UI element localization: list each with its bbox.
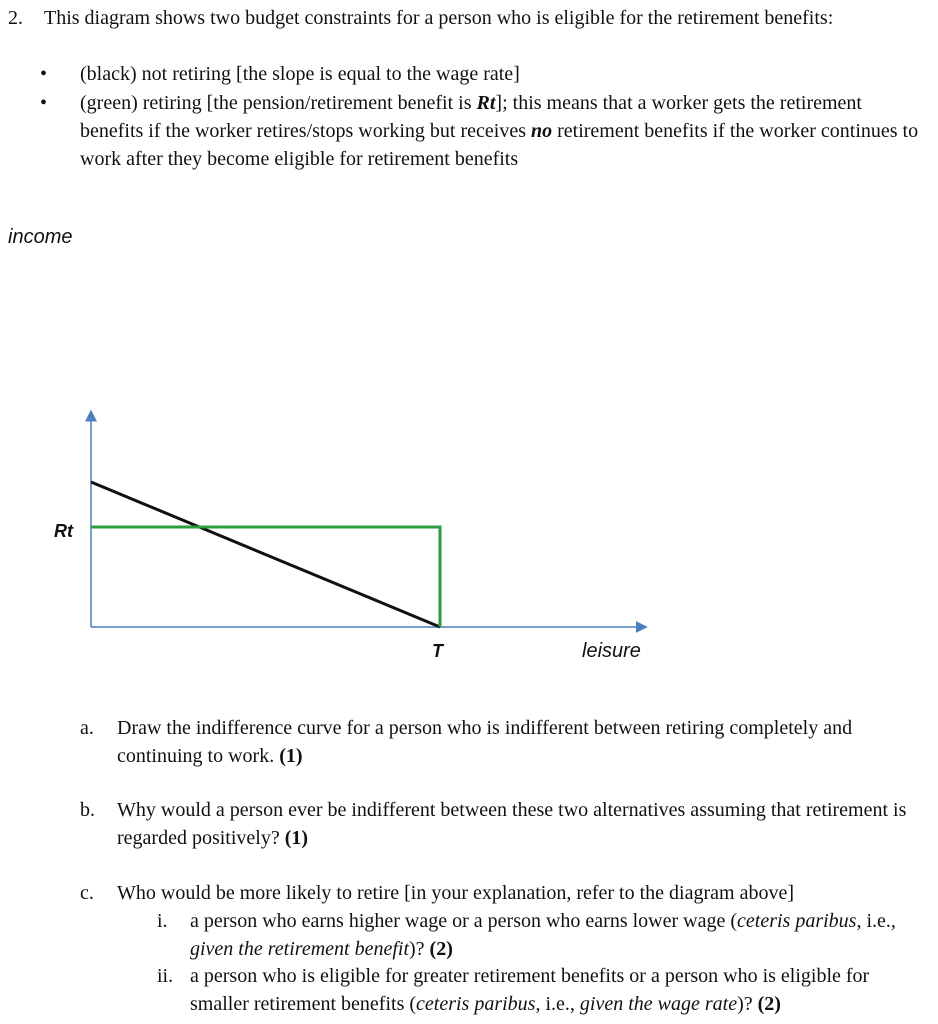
text-segment: a person who earns higher wage or a person who earns lower wage (: [190, 910, 738, 932]
y-axis-label: income: [8, 226, 73, 248]
y-tick-rt: Rt: [54, 521, 73, 541]
text-italic: given the retirement benefit: [190, 938, 409, 960]
question-number: 2.: [8, 7, 23, 29]
budget-constraint-chart: [0, 215, 938, 685]
budget-line-not-retiring: [91, 482, 440, 627]
bullet-marker: •: [40, 92, 48, 114]
part-b-question: Why would a person ever be indifferent between these two alternatives assuming that retirement is regarded positively?: [117, 799, 907, 849]
text-segment: )?: [409, 938, 425, 960]
part-a-letter: a.: [80, 717, 94, 739]
bullet-text-segment: retirement benefits if the worker continues to work after they become eligible for retirement benefits: [80, 120, 919, 170]
part-b-text: [117, 796, 917, 852]
x-axis-label: leisure: [582, 640, 641, 662]
question-intro: This diagram shows two budget constraints for a person who is eligible for the retirement benefits:: [44, 7, 834, 29]
part-a-question: Draw the indifference curve for a person who is indifferent between retiring completely and continuing to work.: [117, 717, 853, 767]
text-italic: given the wage rate: [579, 993, 738, 1015]
part-c-ii-text: [190, 962, 920, 1018]
text-segment: , i.e.,: [856, 910, 896, 932]
part-c-letter: c.: [80, 882, 94, 904]
part-c-i-numeral: i.: [157, 910, 168, 932]
text-italic: ceteris paribus: [416, 993, 536, 1015]
bullet-text-segment: (green) retiring [the pension/retirement benefit is: [80, 92, 477, 114]
bullet-text-segment: ]; this means that a worker gets the retirement benefits if the worker retires/stops working but receives: [80, 92, 862, 142]
part-c-i-text: [190, 907, 920, 963]
text-segment: )?: [737, 993, 753, 1015]
part-b-letter: b.: [80, 799, 95, 821]
text-segment: a person who is eligible for greater retirement benefits or a person who is eligible for smaller retirement benefits (: [190, 965, 870, 1015]
part-a-marks: (1): [279, 745, 303, 767]
no-emphasis: no: [530, 120, 553, 142]
bullet-green-line: [80, 89, 920, 173]
rt-term: Rt: [476, 92, 496, 114]
budget-line-retiring: [91, 527, 440, 627]
bullet-marker: •: [40, 63, 48, 85]
chart-svg: [0, 215, 938, 685]
part-c-ii-marks: (2): [757, 993, 781, 1015]
part-a-text: [117, 714, 917, 770]
part-b-marks: (1): [284, 827, 309, 849]
x-tick-t: T: [432, 641, 443, 661]
part-c-text: Who would be more likely to retire [in your explanation, refer to the diagram above]: [117, 882, 794, 904]
text-italic: ceteris paribus: [737, 910, 857, 932]
bullet-black-line: (black) not retiring [the slope is equal to the wage rate]: [80, 63, 520, 85]
text-segment: , i.e.,: [535, 993, 580, 1015]
part-c-i-marks: (2): [429, 938, 453, 960]
part-c-ii-numeral: ii.: [157, 965, 174, 987]
